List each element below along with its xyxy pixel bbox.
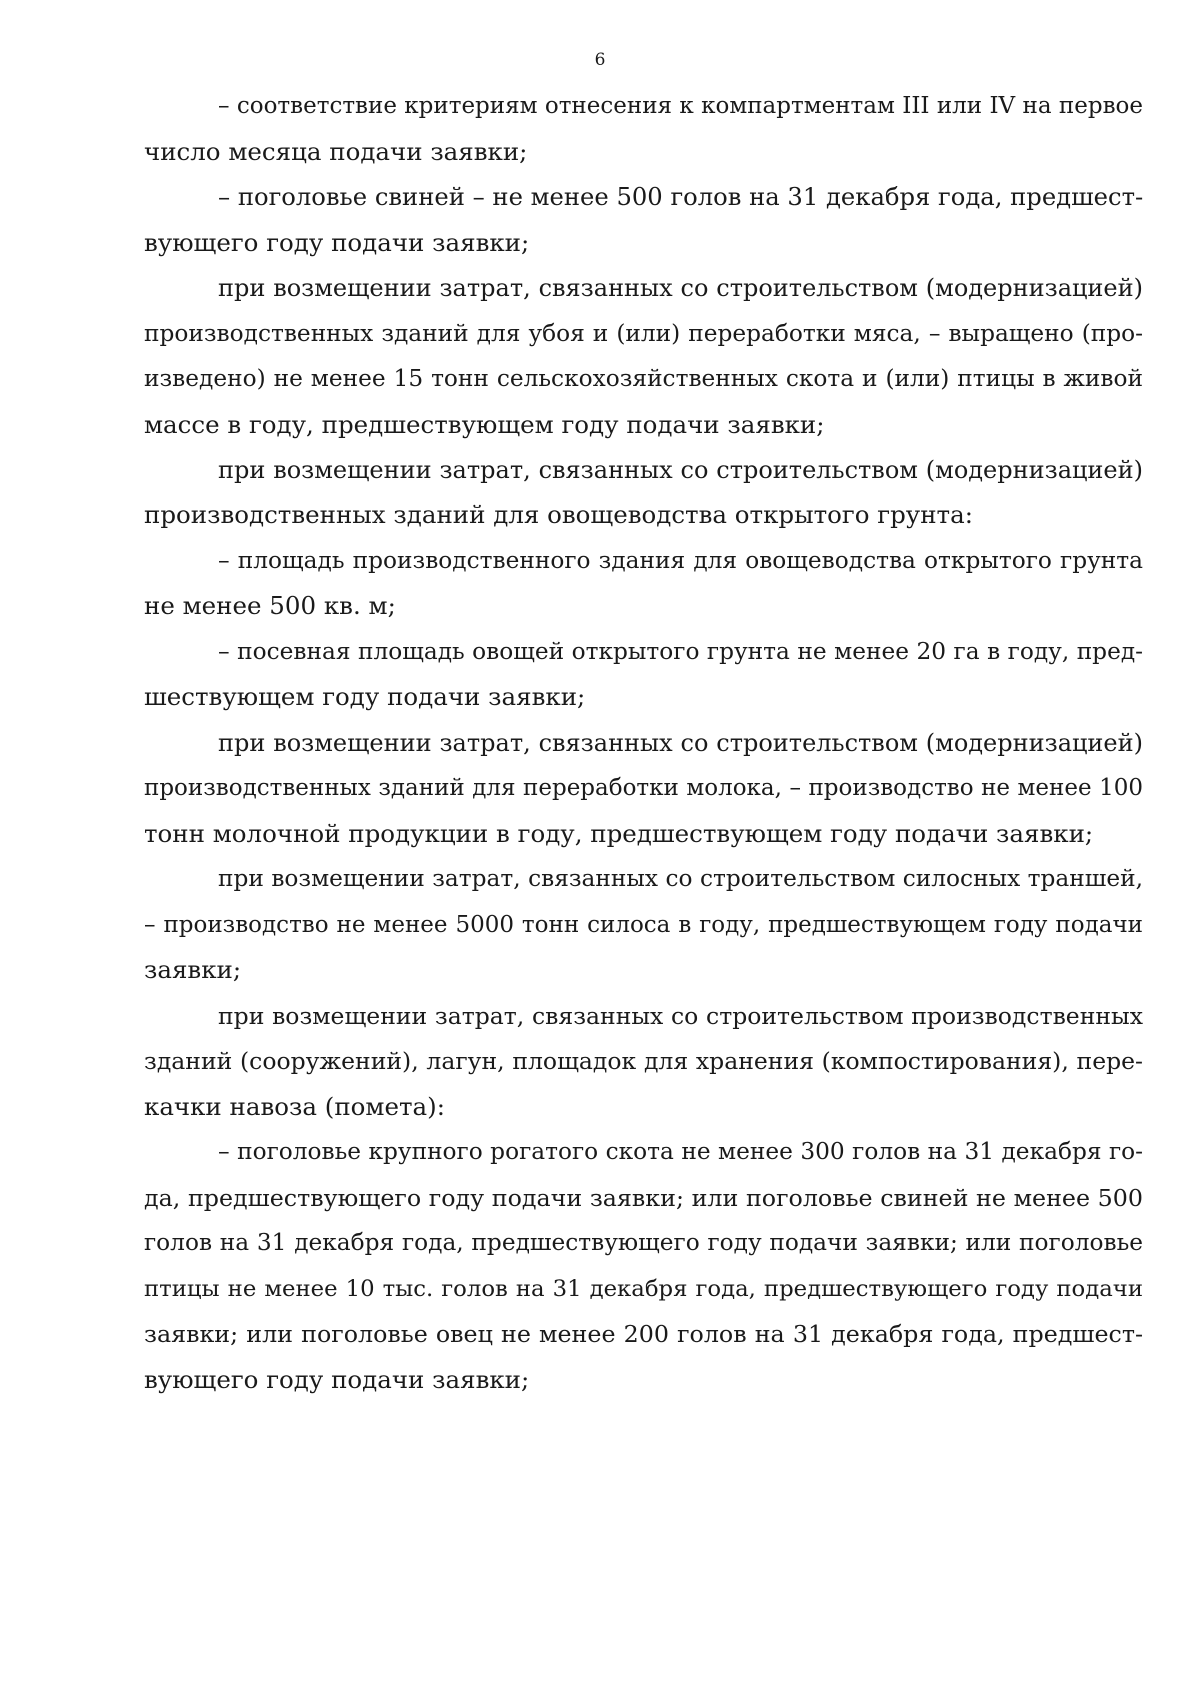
text-line: при возмещении затрат, связанных со строительством (модернизацией) xyxy=(218,729,1143,757)
text-line: массе в году, предшествующем году подачи заявки; xyxy=(144,410,825,439)
text-line: – площадь производственного здания для овощеводства открытого грунта xyxy=(218,547,1143,574)
text-line: изведено) не менее 15 тонн сельскохозяйственных скота и (или) птицы в живой xyxy=(144,365,1143,392)
text-line: заявки; xyxy=(144,955,242,984)
text-line: – посевная площадь овощей открытого грунта не менее 20 га в году, пред- xyxy=(218,638,1143,665)
text-line: при возмещении затрат, связанных со строительством (модернизацией) xyxy=(218,274,1143,302)
text-line: производственных зданий для убоя и (или) переработки мяса, – выращено (про- xyxy=(144,320,1143,347)
text-line: не менее 500 кв. м; xyxy=(144,591,396,620)
text-line: – поголовье крупного рогатого скота не менее 300 голов на 31 декабря го- xyxy=(218,1138,1143,1165)
text-line: производственных зданий для овощеводства открытого грунта: xyxy=(144,500,973,529)
text-line: при возмещении затрат, связанных со строительством производственных xyxy=(218,1002,1143,1030)
text-line: да, предшествующего году подачи заявки; или поголовье свиней не менее 500 xyxy=(144,1184,1143,1212)
text-line: шествующем году подачи заявки; xyxy=(144,682,586,711)
text-line: при возмещении затрат, связанных со строительством силосных траншей, xyxy=(218,865,1143,892)
text-line: голов на 31 декабря года, предшествующего году подачи заявки; или поголовье xyxy=(144,1229,1143,1256)
page-number: 6 xyxy=(594,50,606,70)
text-line: заявки; или поголовье овец не менее 200 голов на 31 декабря года, предшест- xyxy=(144,1320,1143,1348)
text-line: – соответствие критериям отнесения к компартментам III или IV на первое xyxy=(218,93,1143,119)
text-line: вующего году подачи заявки; xyxy=(144,228,530,257)
text-line: – поголовье свиней – не менее 500 голов на 31 декабря года, предшест- xyxy=(218,182,1144,211)
text-line: производственных зданий для переработки молока, – производство не менее 100 xyxy=(144,775,1143,801)
text-line: – производство не менее 5000 тонн силоса в году, предшествующем году подачи xyxy=(144,912,1143,938)
text-line: птицы не менее 10 тыс. голов на 31 декабря года, предшествующего году подачи xyxy=(144,1276,1143,1302)
text-line: качки навоза (помета): xyxy=(144,1092,445,1121)
text-line: число месяца подачи заявки; xyxy=(144,137,528,166)
text-line: тонн молочной продукции в году, предшествующем году подачи заявки; xyxy=(144,819,1094,848)
text-line: при возмещении затрат, связанных со строительством (модернизацией) xyxy=(218,456,1143,484)
text-line: вующего году подачи заявки; xyxy=(144,1365,530,1394)
text-line: зданий (сооружений), лагун, площадок для хранения (компостирования), пере- xyxy=(144,1047,1143,1075)
